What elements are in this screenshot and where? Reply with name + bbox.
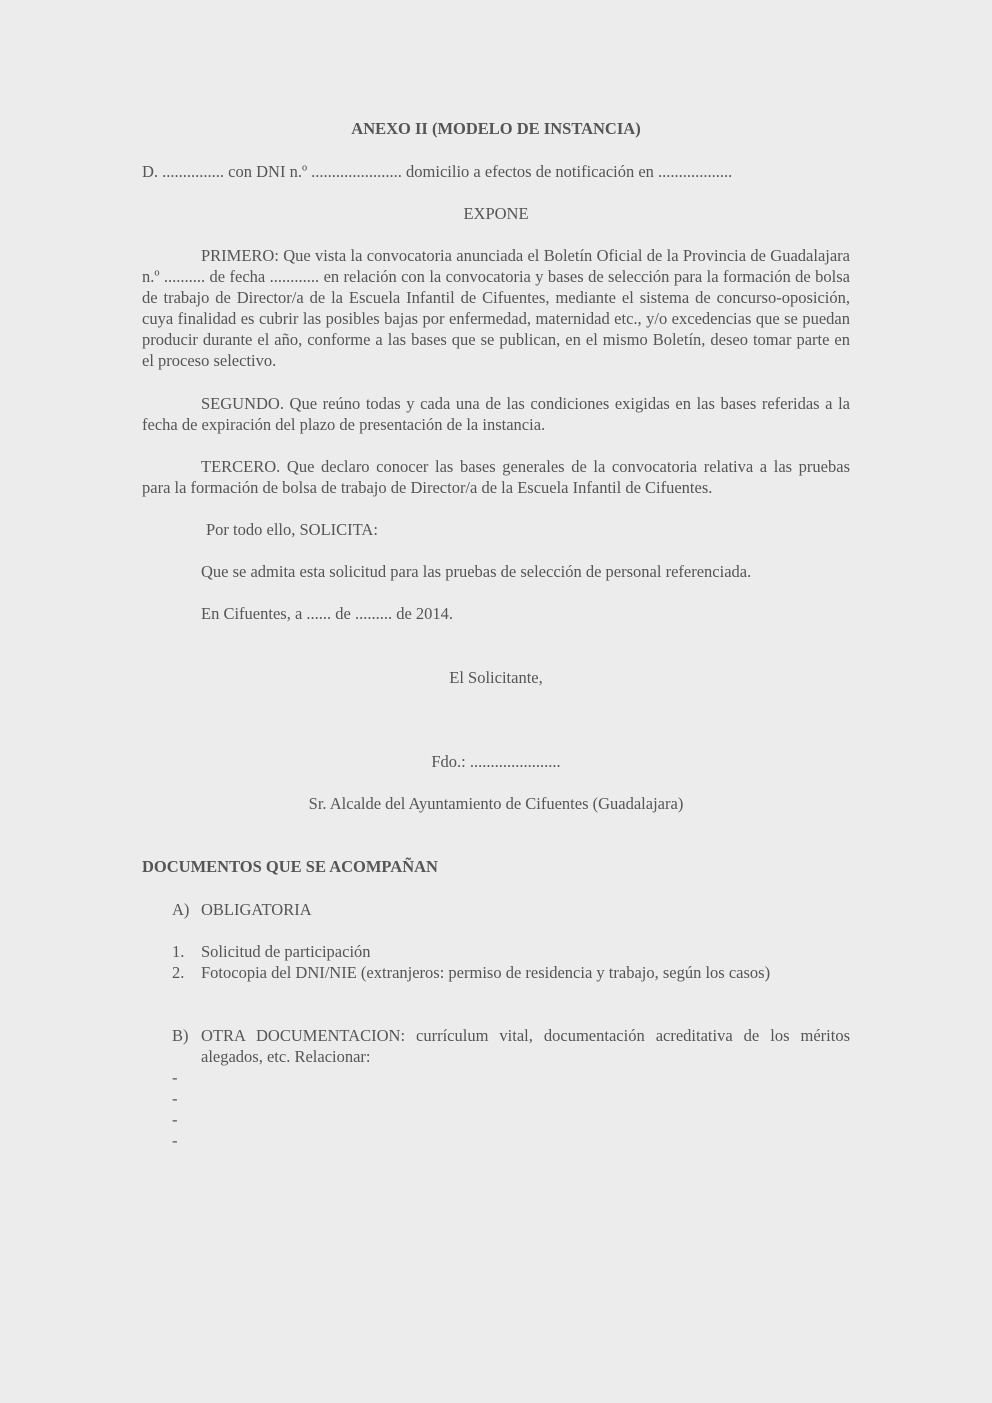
signature-line: Fdo.: ...................... [431,752,561,771]
request-paragraph: Que se admita esta solicitud para las pruebas de selección de personal referenciada. [201,562,752,581]
blank-entry-dash: - [172,1089,178,1108]
blank-entry-dash: - [172,1068,178,1087]
applicant-line: D. ............... con DNI n.º ...................... domicilio a efectos de notificación en .................. [142,162,733,181]
paragraph-primero: PRIMERO: Que vista la convocatoria anunciada el Boletín Oficial de la Provincia de Guadalajara n.º .......... de fecha ............ en relación con la convocatoria y bases de selección para la formación de bolsa de trabajo de Director/a de la Escuela Infantil de Cifuentes, mediante el sistema de concurso-oposición, cuya finalidad es cubrir las posibles bajas por enfermedad, maternidad etc., y/o excedencias que se puedan producir durante el año, conforme a las bases que se publican, en el mismo Boletín, deseo tomar parte en el proceso selectivo. [142,246,850,370]
place-date: En Cifuentes, a ...... de ......... de 2014. [201,604,454,623]
solicita-heading: Por todo ello, SOLICITA: [206,520,378,539]
section-a-label: A) [172,900,190,919]
list-item-text: Fotocopia del DNI/NIE (extranjeros: permiso de residencia y trabajo, según los casos) [201,963,771,982]
blank-entry-dash: - [172,1131,178,1150]
paragraph-tercero: TERCERO. Que declaro conocer las bases generales de la convocatoria relativa a las pruebas para la formación de bolsa de trabajo de Director/a de la Escuela Infantil de Cifuentes. [142,457,850,497]
section-b-text: OTRA DOCUMENTACION: currículum vital, documentación acreditativa de los méritos alegados, etc. Relacionar: [201,1026,850,1066]
blank-entry-dash: - [172,1110,178,1129]
list-item-number: 1. [172,942,185,961]
list-item-text: Solicitud de participación [201,942,371,961]
signer-label: El Solicitante, [449,668,543,687]
list-item-number: 2. [172,963,185,982]
documents-heading: DOCUMENTOS QUE SE ACOMPAÑAN [142,857,438,876]
document-title: ANEXO II (MODELO DE INSTANCIA) [351,119,641,138]
section-a-title: OBLIGATORIA [201,900,312,919]
section-b-label: B) [172,1026,189,1045]
expone-heading: EXPONE [463,204,529,223]
paragraph-segundo: SEGUNDO. Que reúno todas y cada una de las condiciones exigidas en las bases referidas a la fecha de expiración del plazo de presentación de la instancia. [142,394,850,434]
addressee: Sr. Alcalde del Ayuntamiento de Cifuentes (Guadalajara) [308,794,684,813]
